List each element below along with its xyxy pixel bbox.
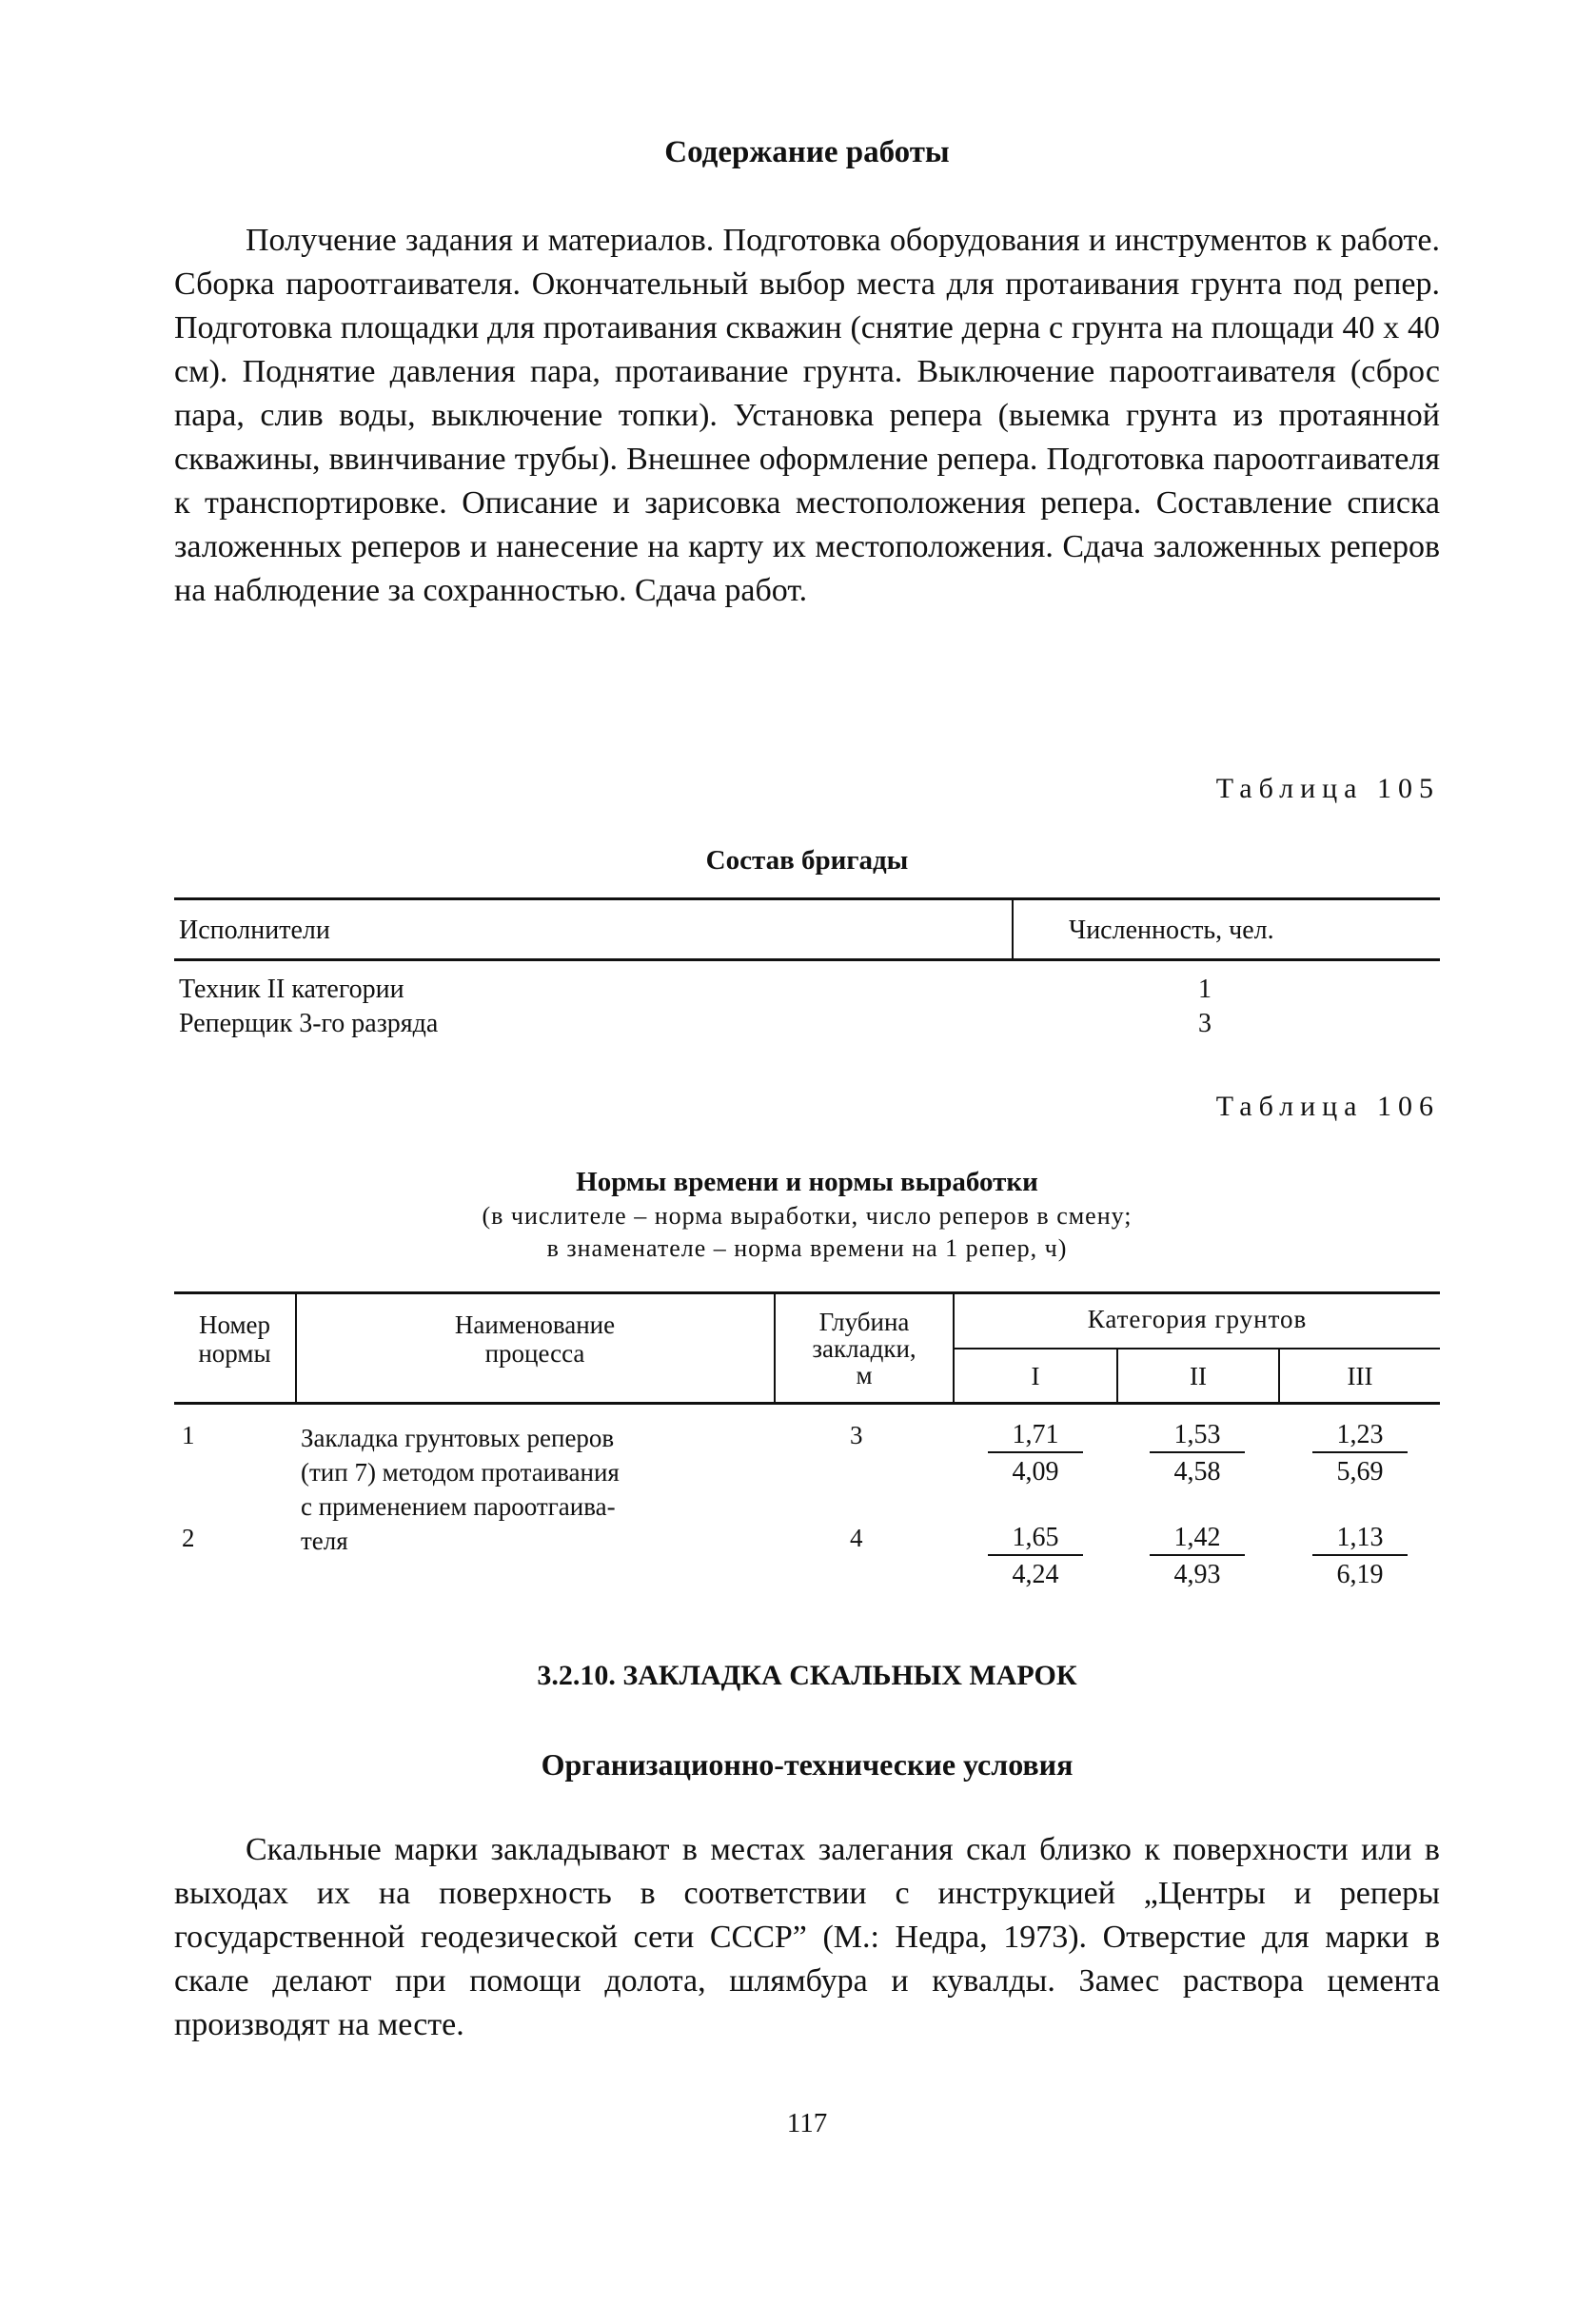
- table-cell-count: 3: [1198, 1009, 1212, 1038]
- fraction-numerator: 1,65: [988, 1522, 1083, 1556]
- table-106-header-cat-iii: III: [1347, 1362, 1373, 1390]
- work-content-paragraph: [174, 219, 1440, 613]
- process-line: теля: [301, 1527, 348, 1555]
- header-line: м: [856, 1361, 873, 1389]
- section-2-title: 3.2.10. ЗАКЛАДКА СКАЛЬНЫХ МАРОК: [537, 1660, 1077, 1691]
- table-106-row-1-cat-ii: [1150, 1419, 1245, 1491]
- table-106-subcaption-1: (в числителе – норма выработки, число реперов в смену;: [482, 1202, 1133, 1230]
- table-106-row-2-depth: 4: [850, 1524, 863, 1552]
- section-2-paragraph: [174, 1828, 1440, 2047]
- fraction-numerator: 1,23: [1312, 1419, 1408, 1453]
- header-line: Наименование: [454, 1310, 616, 1339]
- table-106-header-depth: [776, 1309, 953, 1389]
- page-number: 117: [786, 2108, 828, 2138]
- fraction-denominator: 4,93: [1173, 1560, 1221, 1589]
- table-106-label: Таблица 106: [1215, 1091, 1440, 1122]
- fraction-denominator: 4,58: [1173, 1457, 1221, 1487]
- fraction-numerator: 1,53: [1150, 1419, 1245, 1453]
- header-line: закладки,: [812, 1334, 916, 1363]
- table-rule: [174, 897, 1440, 900]
- table-rule: [174, 958, 1440, 961]
- header-line: нормы: [198, 1339, 271, 1368]
- header-line: Номер: [198, 1310, 271, 1339]
- table-106-subcaption-2: в знаменателе – норма времени на 1 репер, ч): [546, 1234, 1068, 1262]
- table-106-row-1-cat-iii: [1312, 1419, 1408, 1491]
- table-row: [179, 975, 1440, 1009]
- document-page: [174, 0, 1440, 2305]
- process-line: Закладка грунтовых реперов: [301, 1424, 615, 1452]
- fraction-denominator: 6,19: [1336, 1560, 1384, 1589]
- table-rule: [1012, 897, 1014, 960]
- section-2-subtitle: Организационно-технические условия: [541, 1747, 1074, 1782]
- table-106-header-number: [174, 1310, 295, 1368]
- process-line: (тип 7) методом протаивания: [301, 1458, 620, 1487]
- table-106-row-1-number: 1: [182, 1421, 195, 1449]
- fraction-numerator: 1,42: [1150, 1522, 1245, 1556]
- table-106-header-process: [297, 1310, 773, 1368]
- table-106-row-2-cat-iii: [1312, 1522, 1408, 1594]
- table-rule: [174, 1291, 1440, 1294]
- table-106-row-1-cat-i: [988, 1419, 1083, 1491]
- fraction-numerator: 1,13: [1312, 1522, 1408, 1556]
- work-content-text: Получение задания и материалов. Подготовка оборудования и инструментов к работе. Сборка пароотгаивателя. Окончательный выбор места для протаивания грунта под репер. Подготовка площадки для протаивания скважин (снятие дерна с грунта на площади 40 х 40 см). Поднятие давления пара, протаивание грунта. Выключение пароотгаивателя (сброс пара, слив воды, выключение топки). Установка репера (выемка грунта из протаянной скважины, ввинчивание трубы). Внешнее оформление репера. Подготовка пароотгаивателя к транспортировке. Описание и зарисовка местоположения репера. Составление списка заложенных реперов и нанесение на карту их местоположения. Сдача заложенных реперов на наблюдение за сохранностью. Сдача работ.: [174, 223, 1440, 608]
- table-106-row-2-cat-ii: [1150, 1522, 1245, 1594]
- table-row: [179, 1009, 1440, 1043]
- table-cell-name: Реперщик 3-го разряда: [179, 1009, 439, 1038]
- table-105-header-count: Численность, чел.: [1069, 916, 1274, 945]
- fraction-denominator: 5,69: [1336, 1457, 1384, 1487]
- table-cell-count: 1: [1198, 975, 1212, 1004]
- section-2-text: Скальные марки закладывают в местах залегания скал близко к поверхности или в выходах их на поверхность в соответствии с инструкцией „Центры и реперы государственной геодезической сети СССР” (М.: Недра, 1973). Отверстие для марки в скале делают при помощи долота, шлямбура и кувалды. Замес раствора цемента производят на месте.: [174, 1832, 1440, 2042]
- section-title: Содержание работы: [664, 135, 950, 169]
- table-106-header-cat-i: I: [1031, 1362, 1040, 1390]
- table-106-header-category: Категория грунтов: [1087, 1305, 1308, 1333]
- table-106-process: [301, 1421, 620, 1558]
- table-105-label: Таблица 105: [1215, 773, 1440, 804]
- table-rule: [953, 1348, 1440, 1350]
- process-line: с применением пароотгаива-: [301, 1492, 616, 1521]
- table-106-header-cat-ii: II: [1190, 1362, 1207, 1390]
- table-106-row-2-cat-i: [988, 1522, 1083, 1594]
- table-105-caption: Состав бригады: [705, 845, 909, 876]
- fraction-denominator: 4,09: [1012, 1457, 1059, 1487]
- header-line: процесса: [484, 1339, 585, 1368]
- table-106-caption: Нормы времени и нормы выработки: [576, 1167, 1038, 1197]
- table-cell-name: Техник II категории: [179, 975, 404, 1004]
- fraction-denominator: 4,24: [1012, 1560, 1059, 1589]
- table-106-row-2-number: 2: [182, 1524, 195, 1552]
- table-rule: [174, 1402, 1440, 1405]
- header-line: Глубина: [818, 1308, 910, 1336]
- table-106-row-1-depth: 3: [850, 1421, 863, 1449]
- table-105-header-performers: Исполнители: [179, 916, 330, 945]
- fraction-numerator: 1,71: [988, 1419, 1083, 1453]
